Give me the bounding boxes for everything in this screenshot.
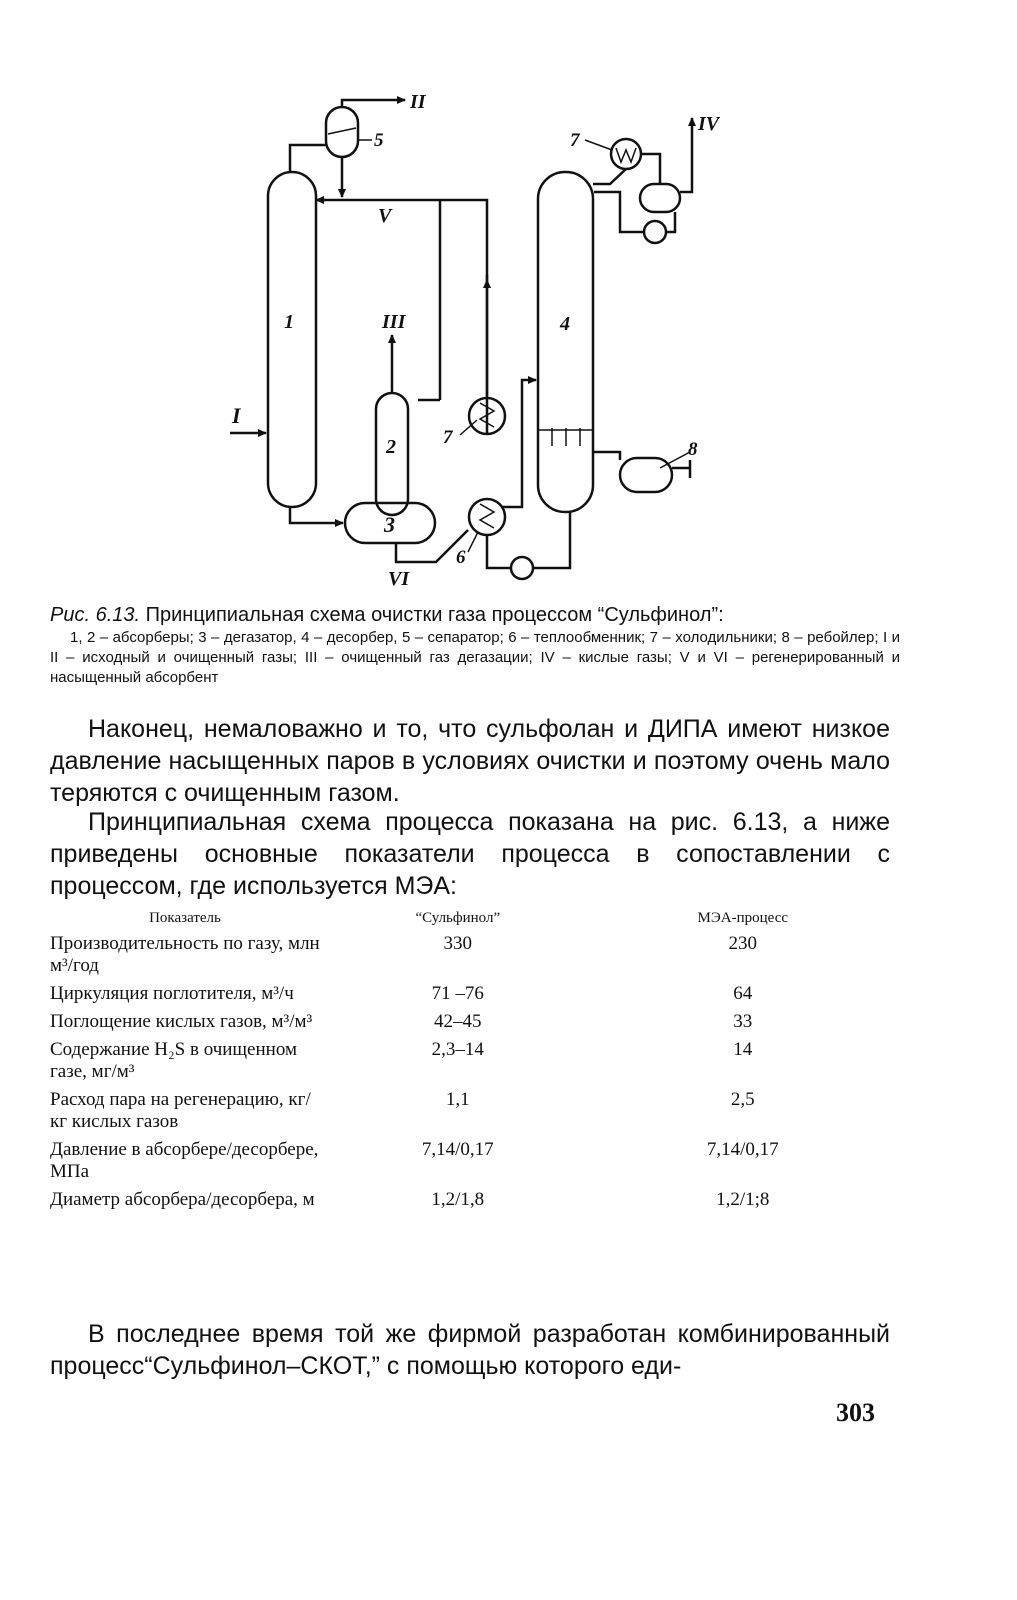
table-row bbox=[50, 1039, 890, 1089]
header-parameter: Показатель bbox=[149, 910, 221, 926]
label-absorber-2: 2 bbox=[386, 436, 396, 458]
label-stream-I: I bbox=[232, 403, 241, 428]
figure-legend: 1, 2 – абсорберы; 3 – дегазатор, 4 – десорбер, 5 – сепаратор; 6 – теплообменник; 7 – холодильники; 8 – ребойлер; I и II – исходный и очищенный газы; III – очищенный газ дегазации; IV – кислые газы; V и VI – регенерированный и насыщенный абсорбент bbox=[50, 629, 900, 686]
row-sulfinol-value: 330 bbox=[443, 933, 473, 954]
table-row bbox=[50, 1139, 890, 1189]
pump-top bbox=[644, 221, 666, 243]
reflux-drum bbox=[640, 184, 680, 212]
table-row bbox=[50, 1089, 890, 1139]
row-mea-value: 1,2/1;8 bbox=[716, 1189, 770, 1210]
row-sulfinol-value: 1,1 bbox=[445, 1089, 470, 1110]
reboiler-8 bbox=[620, 458, 672, 492]
label-cooler-7-top: 7 bbox=[570, 130, 580, 151]
label-degasser-3: 3 bbox=[384, 512, 395, 537]
figure-number: Рис. 6.13. bbox=[50, 604, 141, 626]
row-sulfinol-value: 7,14/0,17 bbox=[421, 1139, 494, 1160]
page-number: 303 bbox=[836, 1398, 875, 1427]
absorber-1 bbox=[268, 172, 316, 507]
row-mea-value: 230 bbox=[728, 933, 758, 954]
row-mea-value: 14 bbox=[733, 1039, 753, 1060]
header-mea: МЭА-процесс bbox=[697, 910, 789, 926]
row-sulfinol-value: 1,2/1,8 bbox=[431, 1189, 485, 1210]
row-label: Диаметр абсорбера/десорбера, м bbox=[50, 1189, 315, 1210]
figure-title: Принципиальная схема очистки газа процессом “Сульфинол”: bbox=[145, 604, 724, 626]
row-sulfinol-value: 42–45 bbox=[434, 1011, 482, 1032]
caption-title-line bbox=[50, 602, 900, 628]
table-header-row bbox=[50, 910, 890, 933]
row-label: Поглощение кислых газов, м³/м³ bbox=[50, 1011, 313, 1032]
cooler-7-top bbox=[611, 139, 641, 169]
separator-5 bbox=[326, 107, 358, 157]
table-row bbox=[50, 1011, 890, 1039]
row-mea-value: 64 bbox=[733, 983, 753, 1004]
table-row bbox=[50, 983, 890, 1011]
label-stream-VI: VI bbox=[388, 568, 410, 590]
row-sulfinol-value: 71 –76 bbox=[431, 983, 484, 1004]
label-stream-IV: IV bbox=[698, 113, 720, 135]
row-label: Циркуляция поглотителя, м³/ч bbox=[50, 983, 294, 1004]
table-row bbox=[50, 933, 890, 983]
label-desorber-4: 4 bbox=[560, 313, 570, 335]
figure-caption bbox=[50, 602, 900, 688]
label-cooler-7-mid: 7 bbox=[443, 427, 453, 448]
label-reboiler-8: 8 bbox=[688, 439, 698, 460]
label-stream-V: V bbox=[378, 205, 392, 227]
row-sulfinol-value: 2,3–14 bbox=[431, 1039, 484, 1060]
pump-bottom bbox=[511, 557, 533, 579]
row-mea-value: 33 bbox=[733, 1011, 753, 1032]
label-exchanger-6: 6 bbox=[456, 547, 466, 568]
row-label: Расход пара на регенерацию, кг/кг кислых газов bbox=[50, 1089, 311, 1132]
table-row bbox=[50, 1189, 890, 1217]
header-sulfinol: “Сульфинол” bbox=[415, 910, 501, 926]
label-stream-III: III bbox=[382, 311, 406, 333]
process-flow-diagram bbox=[200, 80, 720, 595]
label-stream-II: II bbox=[410, 91, 426, 113]
comparison-table bbox=[50, 910, 890, 1217]
row-label: Производительность по газу, млн м³/год bbox=[50, 933, 320, 976]
desorber-4 bbox=[538, 172, 593, 512]
paragraph-1: Наконец, немаловажно и то, что сульфолан и ДИПА имеют низкое давление насыщенных паров в условиях очистки и поэтому очень мало теряются с очищенным газом. bbox=[50, 715, 890, 807]
row-mea-value: 7,14/0,17 bbox=[706, 1139, 779, 1160]
label-absorber-1: 1 bbox=[284, 311, 294, 333]
paragraph-2: Принципиальная схема процесса показана на рис. 6.13, а ниже приведены основные показатели процесса в сопоставлении с процессом, где используется МЭА: bbox=[50, 808, 890, 900]
paragraph-3: В последнее время той же фирмой разработан комбинированный процесс“Сульфинол–СКОТ,” с помощью которого еди- bbox=[50, 1320, 890, 1380]
row-label: Содержание H₂S в очищенном газе, мг/м³ bbox=[50, 1039, 297, 1082]
row-label: Давление в абсорбере/десорбере, МПа bbox=[50, 1139, 319, 1182]
heat-exchanger-6 bbox=[469, 499, 505, 535]
label-sep-5: 5 bbox=[374, 130, 384, 151]
row-mea-value: 2,5 bbox=[730, 1089, 755, 1110]
